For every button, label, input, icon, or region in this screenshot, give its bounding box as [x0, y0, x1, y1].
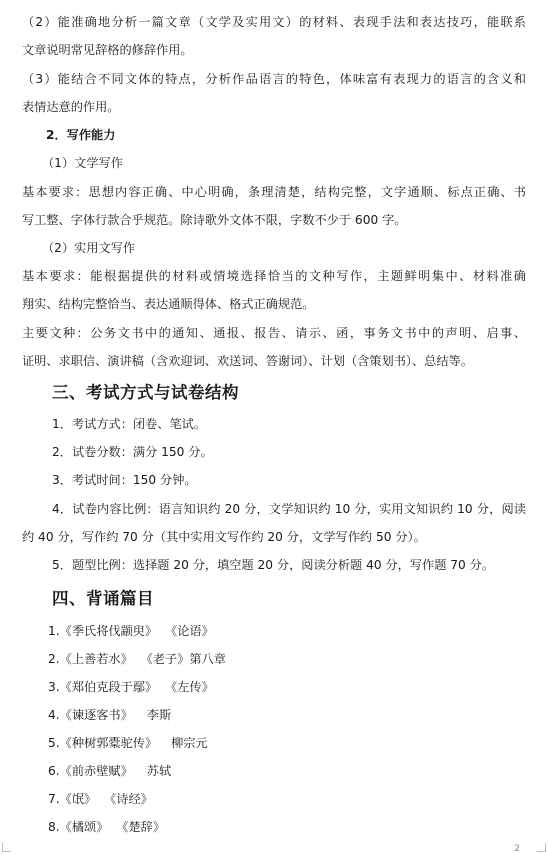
subheading-practical-writing: （2）实用文写作 [42, 241, 136, 255]
list-item [48, 623, 214, 639]
recitation-work-source: 《诗经》 [110, 792, 153, 806]
exam-method: 1．考试方式：闭卷、笔试。 [52, 417, 207, 431]
list-item [48, 763, 171, 779]
list-item [48, 679, 214, 695]
recitation-work-title: 3.《郑伯克段于鄢》 [48, 680, 158, 694]
recitation-work-title: 6.《前赤壁赋》 [48, 764, 133, 778]
practical-requirement-line2: 翔实、结构完整恰当、表达通顺得体、格式正确规范。 [22, 297, 315, 311]
page-corner-mark-left [2, 843, 11, 852]
practical-requirement-line1: 基本要求：能根据提供的材料或情境选择恰当的文种写作，主题鲜明集中、材料准确 [22, 269, 526, 283]
section4-title: 四、背诵篇目 [52, 589, 154, 608]
main-genres-line1: 主要文种：公务文书中的通知、通报、报告、请示、函，事务文书中的声明、启事、 [22, 326, 526, 340]
recitation-work-source: 《左传》 [171, 680, 214, 694]
recitation-work-source: 柳宗元 [171, 736, 208, 750]
heading-writing-ability: 2．写作能力 [46, 128, 116, 142]
recitation-work-source: 李斯 [146, 708, 172, 722]
paragraph-analysis-line1: （2）能准确地分析一篇文章（文学及实用文）的材料、表现手法和表达技巧，能联系 [22, 15, 526, 29]
main-genres-line2: 证明、求职信、演讲稿（含欢迎词、欢送词、答谢词）、计划（含策划书）、总结等。 [22, 354, 473, 368]
recitation-work-title: 5.《种树郭橐驼传》 [48, 736, 158, 750]
exam-content-ratio-line2: 约 40 分，写作约 70 分（其中实用文写作约 20 分，文学写作约 50 分）。 [22, 530, 426, 544]
recitation-work-title: 2.《上善若水》 [48, 652, 133, 666]
recitation-work-title: 8.《橘颂》 [48, 820, 109, 834]
recitation-work-source: 《楚辞》 [122, 820, 166, 834]
list-item [48, 707, 171, 723]
exam-content-ratio-line1: 4．试卷内容比例：语言知识约 20 分，文学知识约 10 分，实用文知识约 10 分，阅读 [52, 502, 526, 516]
exam-time: 3．考试时间：150 分钟。 [52, 473, 197, 487]
list-item [48, 791, 153, 807]
paragraph-language-line2: 表情达意的作用。 [22, 100, 120, 114]
exam-question-type-ratio: 5．题型比例：选择题 20 分，填空题 20 分，阅读分析题 40 分，写作题 70 分。 [52, 558, 495, 572]
recitation-work-source: 《老子》第八章 [146, 652, 226, 666]
recitation-work-source: 《论语》 [171, 624, 214, 638]
recitation-work-title: 4.《谏逐客书》 [48, 708, 133, 722]
recitation-work-title: 7.《氓》 [48, 792, 97, 806]
recitation-work-title: 1.《季氏将伐颛臾》 [48, 624, 158, 638]
list-item [48, 819, 165, 835]
paragraph-language-line1: （3）能结合不同文体的特点，分析作品语言的特色，体味富有表现力的语言的含义和 [22, 72, 526, 86]
subheading-literary-writing: （1）文学写作 [42, 156, 123, 170]
paragraph-analysis-line2: 文章说明常见辞格的修辞作用。 [22, 43, 193, 57]
page-number: 2 [514, 844, 520, 854]
exam-score: 2．试卷分数：满分 150 分。 [52, 445, 213, 459]
recitation-work-source: 苏轼 [146, 764, 172, 778]
literary-requirement-line1: 基本要求：思想内容正确、中心明确，条理清楚，结构完整，文字通顺、标点正确、书 [22, 185, 526, 199]
literary-requirement-line2: 写工整、字体行款合乎规范。除诗歌外文体不限，字数不少于 600 字。 [22, 213, 407, 227]
page-corner-mark-right [537, 843, 546, 852]
section3-title: 三、考试方式与试卷结构 [52, 383, 239, 402]
list-item [48, 735, 208, 751]
list-item [48, 651, 226, 667]
